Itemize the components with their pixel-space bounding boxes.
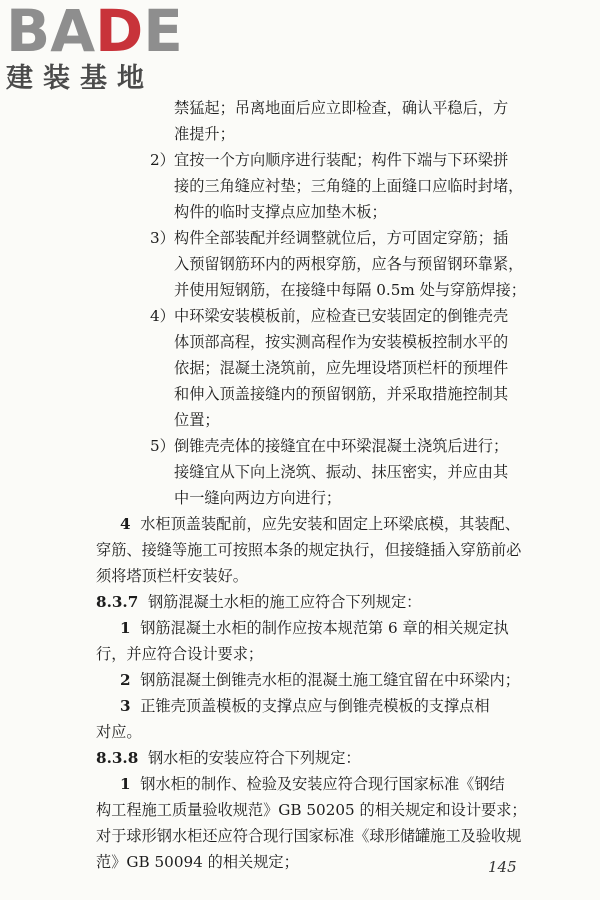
- text-line: 对应。: [96, 723, 142, 741]
- paragraph-line: [120, 514, 520, 534]
- text-line: 禁猛起；吊离地面后应立即检查，确认平稳后，方: [174, 99, 509, 117]
- paragraph-line: [120, 696, 490, 716]
- item-text: 中环梁安装模板前，应检查已安装固定的倒锥壳壳: [174, 307, 509, 325]
- logo-subtitle: 建装基地: [6, 63, 154, 94]
- paragraph-number: 4: [120, 515, 131, 533]
- text-line: 穿筋、接缝等施工可按照本条的规定执行，但接缝插入穿筋前必: [96, 541, 522, 559]
- logo-letter-e: E: [143, 0, 183, 65]
- paragraph-line: [120, 774, 505, 794]
- item-text: 构件全部装配并经调整就位后，方可固定穿筋；插: [174, 229, 509, 247]
- section-text: 钢水柜的安装应符合下列规定：: [147, 749, 361, 767]
- list-item: [150, 306, 508, 326]
- brand-logo: [6, 2, 186, 112]
- item-text: 倒锥壳壳体的接缝宜在中环梁混凝土浇筑后进行；: [174, 437, 509, 455]
- item-text: 宜按一个方向顺序进行装配；构件下端与下环梁拼: [174, 151, 509, 169]
- paragraph-text: 钢水柜的制作、检验及安装应符合现行国家标准《钢结: [140, 775, 505, 793]
- paragraph-number: 2: [120, 671, 131, 689]
- paragraph-text: 水柜顶盖装配前，应先安装和固定上环梁底模，其装配、: [140, 515, 520, 533]
- item-number: 3）: [150, 229, 175, 247]
- paragraph-text: 钢筋混凝土倒锥壳水柜的混凝土施工缝宜留在中环梁内；: [140, 671, 520, 689]
- text-line: 范》GB 50094 的相关规定；: [96, 853, 299, 871]
- text-line: 构件的临时支撑点应加垫木板；: [174, 203, 387, 221]
- section-text: 钢筋混凝土水柜的施工应符合下列规定：: [147, 593, 422, 611]
- text-line: 体顶部高程，按实测高程作为安装模板控制水平的: [174, 333, 509, 351]
- section-heading: [96, 592, 421, 612]
- list-item: [150, 228, 508, 248]
- logo-wordmark: [6, 0, 186, 65]
- list-item: [150, 436, 508, 456]
- text-line: 准提升；: [174, 125, 235, 143]
- section-number: 8.3.8: [96, 749, 139, 767]
- text-line: 须将塔顶栏杆安装好。: [96, 567, 248, 585]
- section-heading: [96, 748, 361, 768]
- paragraph-line: [120, 670, 520, 690]
- page-number: 145: [488, 858, 517, 876]
- text-line: 入预留钢筋环内的两根穿筋，应各与预留钢环靠紧，: [174, 255, 524, 273]
- paragraph-text: 正锥壳顶盖模板的支撑点应与倒锥壳模板的支撑点相: [140, 697, 490, 715]
- item-number: 4）: [150, 307, 175, 325]
- paragraph-text: 钢筋混凝土水柜的制作应按本规范第 6 章的相关规定执: [140, 619, 509, 637]
- text-line: 并使用短钢筋，在接缝中每隔 0.5m 处与穿筋焊接；: [174, 281, 526, 299]
- item-number: 2）: [150, 151, 175, 169]
- paragraph-number: 1: [120, 619, 131, 637]
- text-line: 行，并应符合设计要求；: [96, 645, 264, 663]
- paragraph-number: 1: [120, 775, 131, 793]
- paragraph-line: [120, 618, 509, 638]
- text-line: 接缝宜从下向上浇筑、振动、抹压密实，并应由其: [174, 463, 509, 481]
- list-item: [150, 150, 508, 170]
- item-number: 5）: [150, 437, 175, 455]
- logo-letters-ba: BA: [6, 0, 96, 65]
- text-line: 和伸入顶盖接缝内的预留钢筋，并采取措施控制其: [174, 385, 509, 403]
- text-line: 中一缝向两边方向进行；: [174, 489, 342, 507]
- logo-letter-d: D: [95, 0, 144, 65]
- text-line: 接的三角缝应衬垫；三角缝的上面缝口应临时封堵，: [174, 177, 524, 195]
- section-number: 8.3.7: [96, 593, 139, 611]
- paragraph-number: 3: [120, 697, 131, 715]
- text-line: 位置；: [174, 411, 220, 429]
- text-line: 构工程施工质量验收规范》GB 50205 的相关规定和设计要求；: [96, 801, 527, 819]
- text-line: 对于球形钢水柜还应符合现行国家标准《球形储罐施工及验收规: [96, 827, 522, 845]
- text-line: 依据；混凝土浇筑前，应先埋设塔顶栏杆的预埋件: [174, 359, 509, 377]
